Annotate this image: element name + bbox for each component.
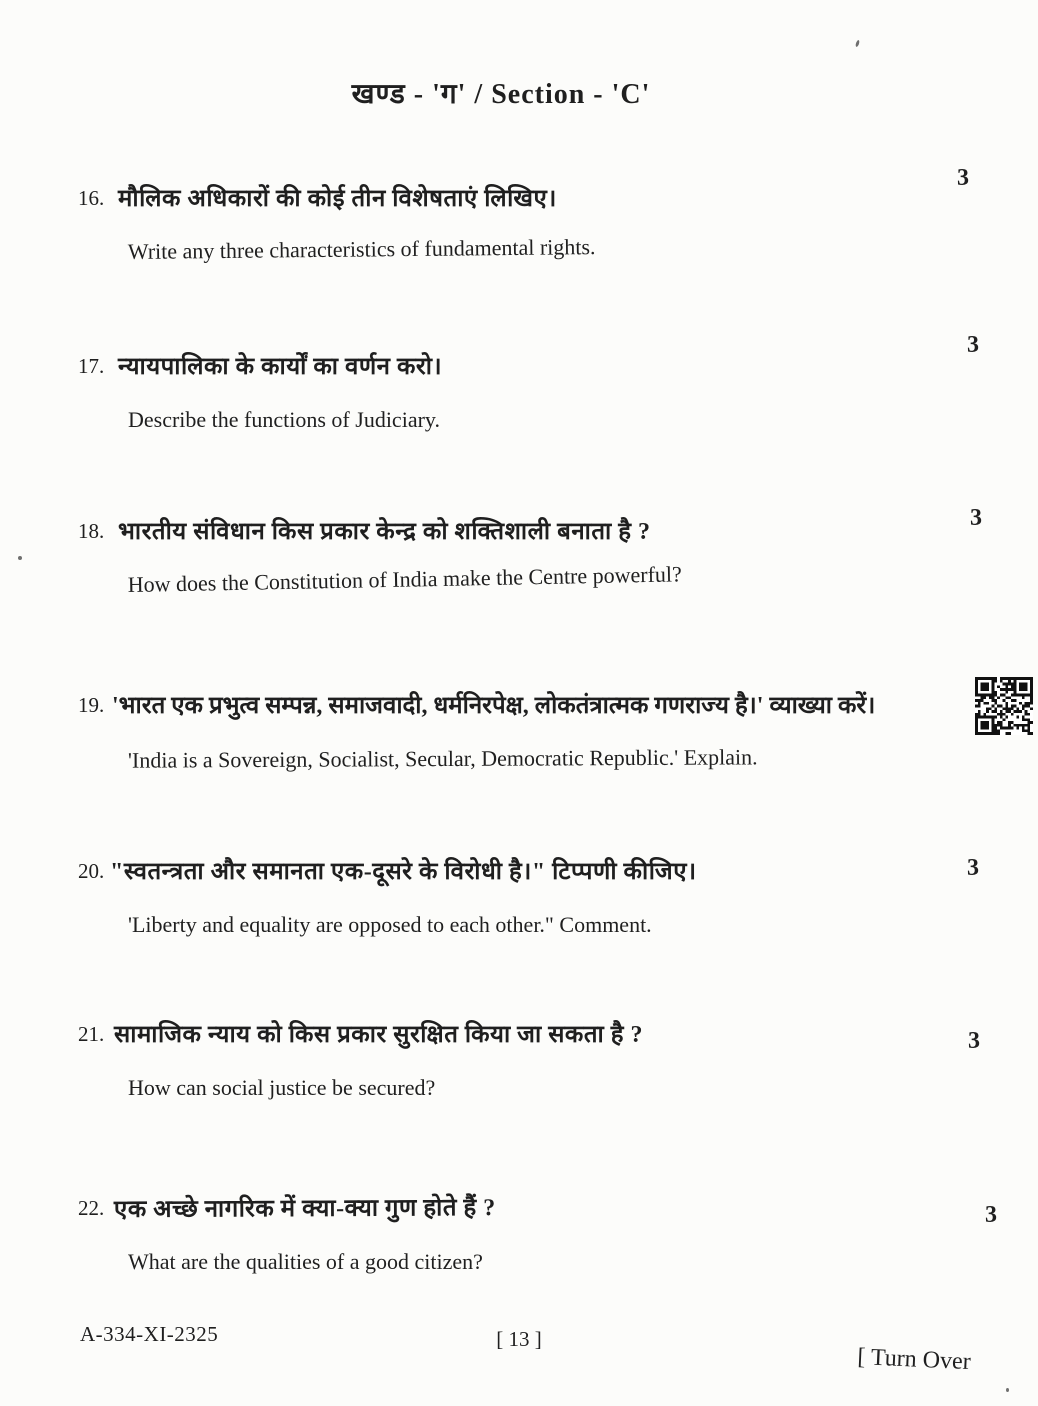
question-text-english: How can social justice be secured? (128, 1075, 436, 1100)
question-marks: 3 (985, 1202, 997, 1228)
question-number: 17. (78, 354, 105, 378)
question-text-hindi: भारतीय संविधान किस प्रकार केन्द्र को शक्तिशाली बनाता है ? (118, 519, 651, 545)
question-text-hindi: न्यायपालिका के कार्यों का वर्णन करो। (118, 354, 443, 380)
question-text-hindi: मौलिक अधिकारों की कोई तीन विशेषताएं लिखिए। (118, 186, 557, 212)
question-item (78, 688, 1038, 808)
question-number: 19. (78, 693, 105, 717)
scan-artifact (855, 40, 860, 48)
question-number: 21. (78, 1022, 105, 1046)
question-text-hindi: "स्वतन्त्रता और समानता एक-दूसरे के विरोधी है।" टिप्पणी कीजिए। (110, 859, 697, 885)
question-text-hindi: सामाजिक न्याय को किस प्रकार सुरक्षित किया जा सकता है ? (114, 1022, 643, 1048)
question-number: 22. (78, 1196, 105, 1220)
page-number: [ 13 ] (496, 1327, 542, 1351)
question-item (78, 332, 1038, 469)
question-marks: 3 (957, 165, 969, 191)
paper-code: A-334-XI-2325 (80, 1322, 219, 1346)
question-number: 20. (78, 859, 105, 883)
question-number: 16. (78, 186, 105, 210)
question-text-hindi: 'भारत एक प्रभुत्व सम्पन्न, समाजवादी, धर्मनिरपेक्ष, लोकतंत्रात्मक गणराज्य है।' व्याख्या करें। (112, 693, 876, 719)
question-item (78, 1191, 1038, 1311)
question-item (78, 854, 1038, 974)
question-text-english: Write any three characteristics of fundamental rights. (127, 234, 596, 265)
question-marks: 3 (970, 505, 982, 531)
question-item (78, 165, 1038, 301)
scan-artifact (1006, 1388, 1009, 1392)
question-text-hindi: एक अच्छे नागरिक में क्या-क्या गुण होते हैं ? (113, 1195, 496, 1223)
question-text-english: How does the Constitution of India make the Centre powerful? (127, 561, 683, 598)
scan-artifact (18, 556, 22, 560)
question-text-english: What are the qualities of a good citizen? (128, 1249, 483, 1274)
question-marks: 3 (967, 855, 979, 881)
turn-over-note: [ Turn Over (856, 1344, 972, 1376)
question-item (78, 505, 1038, 634)
qr-code-icon (975, 670, 1033, 742)
question-text-english: Describe the functions of Judiciary. (128, 407, 440, 432)
question-marks: 3 (968, 1028, 980, 1054)
question-number: 18. (78, 519, 105, 543)
question-text-english: 'India is a Sovereign, Socialist, Secular, Democratic Republic.' Explain. (127, 744, 758, 773)
section-title: खण्ड - 'ग' / Section - 'C' (351, 79, 651, 110)
question-marks: 3 (967, 332, 979, 358)
question-item (78, 1017, 1038, 1137)
question-text-english: 'Liberty and equality are opposed to each other." Comment. (128, 912, 652, 937)
